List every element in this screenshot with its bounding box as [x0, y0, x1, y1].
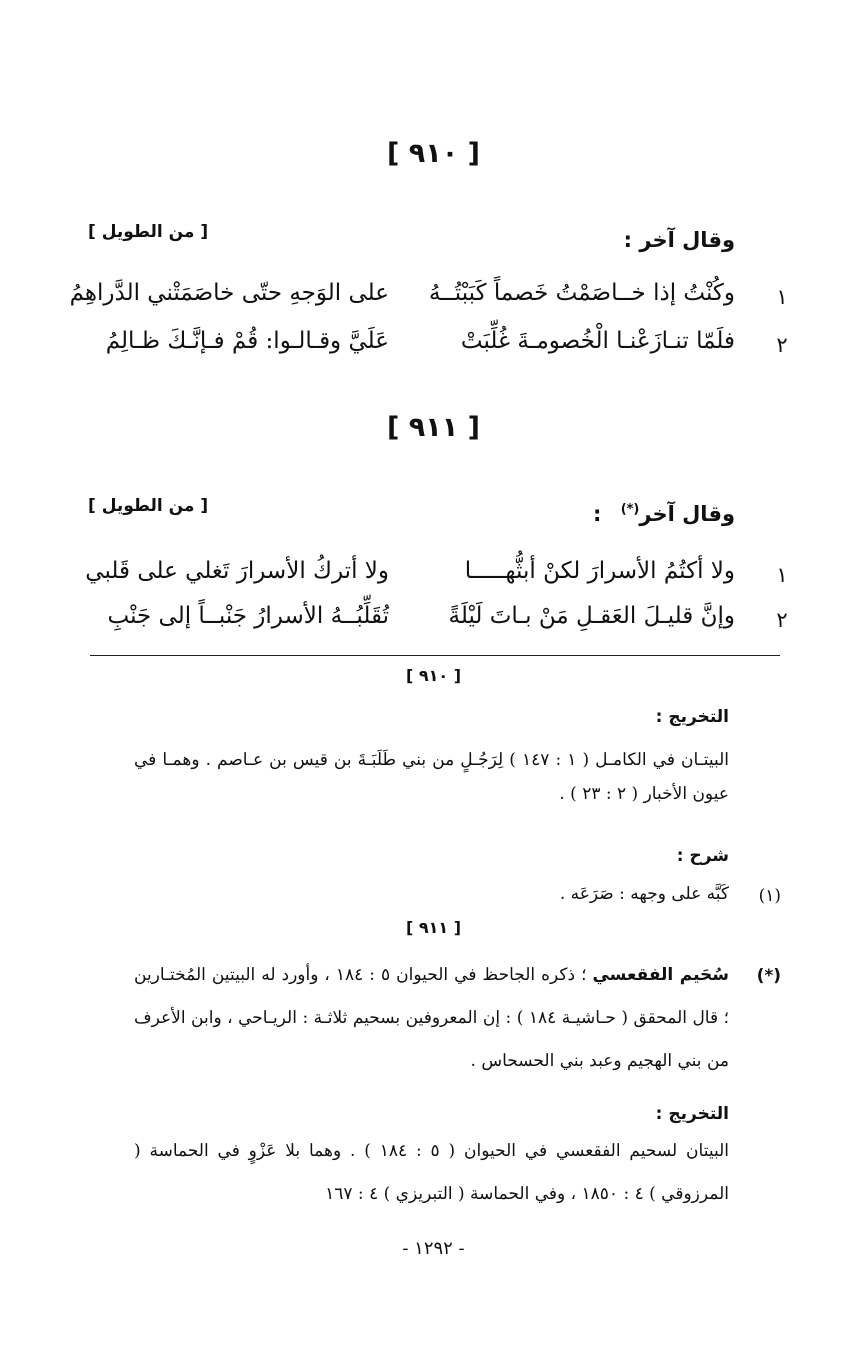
- verse-second-hemistich: على الوَجهِ حتّى خاصَمَتْني الدَّراهِمُ: [69, 280, 389, 306]
- poem-intro-910: وقال آخر :: [623, 228, 735, 252]
- verse-number: ٢: [776, 608, 788, 632]
- poem-number-911: [ ٩١١ ]: [387, 412, 480, 443]
- verse-number: ٢: [776, 333, 788, 357]
- poem-number-910: [ ٩١٠ ]: [387, 138, 480, 169]
- page-number: - ١٢٩٢ -: [402, 1238, 465, 1259]
- sharh-text: كَبَّه على وجهه : صَرَعَه .: [559, 884, 729, 904]
- intro-colon: :: [592, 502, 602, 526]
- verse-number: ١: [776, 563, 788, 587]
- takhrij-title-910: التخريج :: [655, 707, 729, 727]
- poet-name: سُحَيم الفقعسي: [592, 965, 730, 985]
- poem-intro-911: [593, 502, 735, 526]
- meter-label-911: [ من الطويل ]: [88, 496, 209, 516]
- meter-label-910: [ من الطويل ]: [88, 222, 209, 242]
- verse-number: ١: [776, 285, 788, 309]
- poet-bio-text: ؛ ذكره الجاحظ في الحيوان ٥ : ١٨٤ ، وأورد له البيتين المُختـارين ؛ قال المحقق ( حـاشيـة ١٨٤ ) : إن المعروفين بسحيم ثلاثـة : الريـاحي ، وابن الأعرف من بني الهجيم وعبد بني الحسحاس .: [134, 965, 729, 1071]
- takhrij-text-911: البيتان لسحيم الفقعسي في الحيوان ( ٥ : ١٨٤ ) . وهما بلا عَزْوٍ في الحماسة ( المرزوقي ) ٤ : ١٨٥٠ ، وفي الحماسة ( التبريزي ) ٤ : ١٦٧: [134, 1141, 729, 1204]
- footnote-header-910: [ ٩١٠ ]: [405, 666, 462, 685]
- verse-first-hemistich: ولا أكتُمُ الأسرارَ لكنْ أبثُّهـــــا: [464, 558, 735, 584]
- verse-second-hemistich: تُقَلِّبُــهُ الأسرارُ جَنْبــاً إلى جَنْبِ: [107, 603, 389, 629]
- verse-first-hemistich: وكُنْتُ إذا خــاصَمْتُ خَصماً كَبَبْتُــهُ: [428, 280, 735, 306]
- poet-bio: [134, 954, 729, 1083]
- takhrij-text-910: البيتـان في الكامـل ( ١ : ١٤٧ ) لِرَجُـلٍ من بني طَلَبَـةَ بن قيس بن عـاصم . وهمـا في عيون الأخبار ( ٢ : ٢٣ ) .: [134, 750, 729, 804]
- footnote-star-marker: (*): [620, 502, 640, 517]
- footnote-separator: [90, 655, 780, 656]
- verse-second-hemistich: عَلَيَّ وقـالـوا: قُمْ فـإنَّـكَ ظـالِمُ: [105, 328, 389, 354]
- takhrij-title-911: التخريج :: [655, 1104, 729, 1124]
- verse-first-hemistich: فلَمّا تنـازَعْنـا الْخُصومـةَ غُلِّبَتْ: [460, 328, 735, 354]
- footnote-header-911: [ ٩١١ ]: [405, 918, 462, 937]
- intro-text: وقال آخر: [639, 502, 735, 526]
- sharh-number: (١): [758, 886, 781, 906]
- star-marker: (*): [756, 966, 781, 986]
- sharh-title-910: شرح :: [676, 846, 729, 866]
- verse-second-hemistich: ولا أتركُ الأسرارَ تَغلي على قَلبي: [85, 558, 389, 584]
- verse-first-hemistich: وإنَّ قليـلَ العَقـلِ مَنْ بـاتَ لَيْلَةً: [448, 603, 735, 629]
